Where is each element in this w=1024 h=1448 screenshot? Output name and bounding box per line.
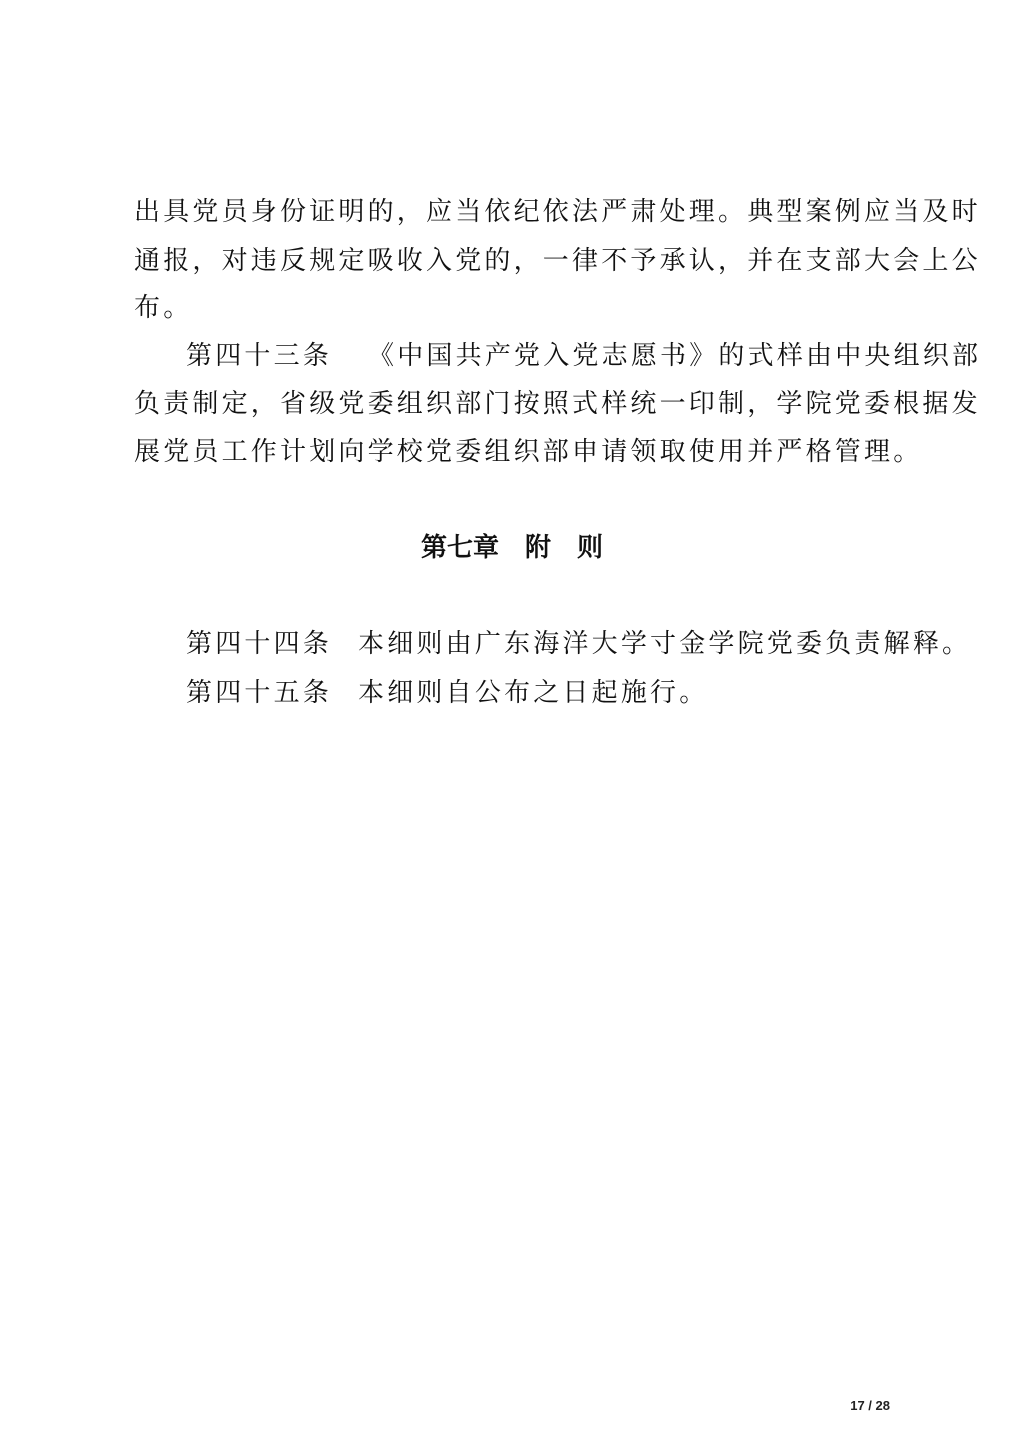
paragraph-line: 出具党员身份证明的，应当依纪依法严肃处理。典型案例应当及时 (134, 197, 981, 227)
chapter-title: 第七章 附 则 (420, 533, 603, 563)
article-44-text: 本细则由广东海洋大学寸金学院党委负责解释。 (358, 629, 972, 659)
page-number: 17 / 28 (850, 1398, 890, 1413)
article-45-text: 本细则自公布之日起施行。 (358, 678, 709, 708)
paragraph-line: 布。 (134, 293, 193, 323)
article-43-label: 第四十三条 (186, 341, 333, 371)
paragraph-line: 负责制定，省级党委组织部门按照式样统一印制，学院党委根据发 (134, 389, 981, 419)
article-45 (186, 676, 956, 710)
article-45-label: 第四十五条 (186, 678, 333, 708)
paragraph-line: 通报，对违反规定吸收入党的，一律不予承认，并在支部大会上公 (134, 246, 981, 276)
article-43-first-line (186, 339, 982, 373)
paragraph-line: 展党员工作计划向学校党委组织部申请领取使用并严格管理。 (134, 437, 923, 467)
article-44-label: 第四十四条 (186, 629, 333, 659)
article-44 (186, 627, 972, 661)
article-43-text: 《中国共产党入党志愿书》的式样由中央组织部 (368, 341, 982, 371)
